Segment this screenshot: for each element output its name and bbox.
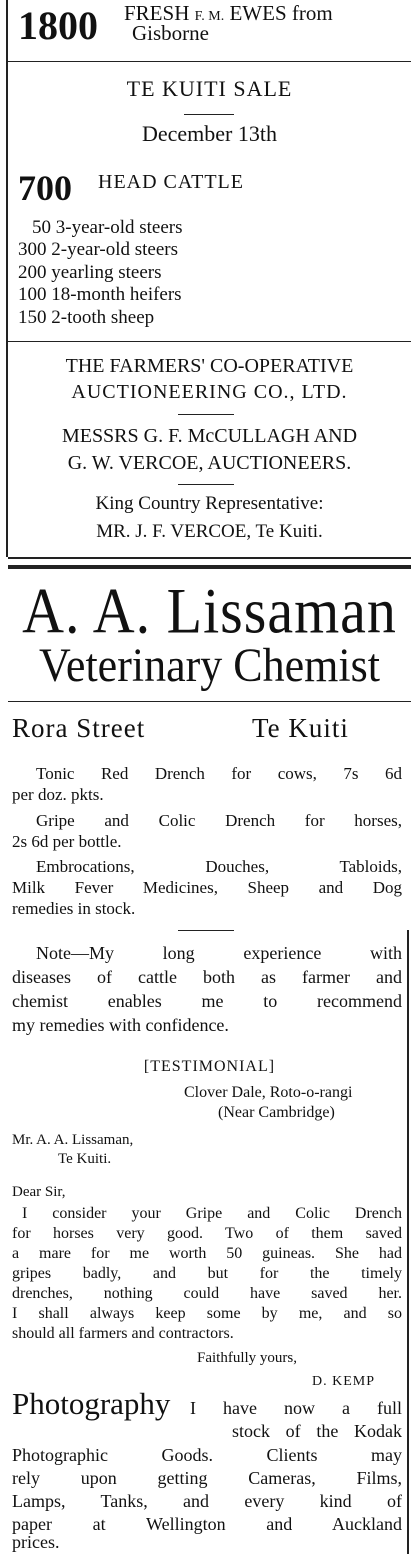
short-rule xyxy=(178,930,234,931)
note-line: Note—My long experience with xyxy=(36,943,402,963)
stock-item: 50 3-year-old steers xyxy=(32,217,183,238)
product-line: per doz. pkts. xyxy=(12,785,104,804)
divider xyxy=(8,61,411,62)
advertisement-separator xyxy=(8,565,411,569)
letter-line: I consider your Gripe and Colic Drench xyxy=(22,1205,402,1222)
letter-line: gripes badly, and but for the timely xyxy=(12,1265,402,1282)
letter-line: I shall always keep some by me, and so xyxy=(12,1305,402,1322)
divider xyxy=(8,341,411,342)
letter-addressee: Mr. A. A. Lissaman, xyxy=(12,1132,134,1148)
letter-line: for horses very good. Two of them saved xyxy=(12,1225,402,1242)
product-line: Milk Fever Medicines, Sheep and Dog xyxy=(12,878,402,897)
advertisement-separator xyxy=(8,557,411,559)
company-name: THE FARMERS' CO-OPERATIVE xyxy=(65,355,354,377)
sale-date: December 13th xyxy=(142,121,277,146)
letter-line: drenches, nothing could have saved her. xyxy=(12,1285,402,1302)
auctioneers: MESSRS G. F. McCULLAGH AND xyxy=(61,425,358,447)
testimonial-place: Clover Dale, Roto-o-rangi xyxy=(184,1084,353,1101)
street-address: Rora Street xyxy=(12,713,146,743)
product-line: Embrocations, Douches, Tabloids, xyxy=(36,857,402,876)
photography-line: Lamps, Tanks, and every kind of xyxy=(12,1491,402,1511)
photography-line: stock of the Kodak xyxy=(232,1421,402,1441)
stock-item: 150 2-tooth sheep xyxy=(18,307,155,328)
letter-line: should all farmers and contractors. xyxy=(12,1325,234,1342)
photography-line: Photographic Goods. Clients may xyxy=(12,1445,402,1465)
town: Te Kuiti xyxy=(252,713,349,743)
photography-line: rely upon getting Cameras, Films, xyxy=(12,1468,402,1488)
short-rule xyxy=(184,114,234,115)
note-line: diseases of cattle both as farmer and xyxy=(12,967,402,987)
photography-heading: Photography xyxy=(12,1386,171,1421)
representative-name: MR. J. F. VERCOE, Te Kuiti. xyxy=(96,521,323,542)
product-line: Tonic Red Drench for cows, 7s 6d xyxy=(36,764,402,783)
business-name: A. A. Lissaman xyxy=(22,574,397,648)
short-rule xyxy=(178,414,234,415)
testimonial-heading: [TESTIMONIAL] xyxy=(143,1058,276,1075)
sale-title: TE KUITI SALE xyxy=(126,76,293,101)
photography-line: prices. xyxy=(12,1532,60,1552)
letter-signature: D. KEMP xyxy=(312,1374,376,1389)
ewes-number: 1800 xyxy=(18,3,98,48)
product-line: Gripe and Colic Drench for horses, xyxy=(36,811,402,830)
divider xyxy=(8,701,411,702)
photography-line: I have now a full xyxy=(190,1398,402,1418)
business-title: Veterinary Chemist xyxy=(39,639,380,692)
note-line: my remedies with confidence. xyxy=(12,1015,229,1035)
auctioneers-cont: G. W. VERCOE, AUCTIONEERS. xyxy=(67,452,352,474)
letter-line: a mare for me worth 50 guineas. She had xyxy=(12,1245,402,1262)
product-line: remedies in stock. xyxy=(12,899,136,918)
right-column-rule xyxy=(407,930,409,1554)
company-name-cont: AUCTIONEERING CO., LTD. xyxy=(71,381,348,403)
stock-item: 300 2-year-old steers xyxy=(18,239,179,260)
ewes-word: EWES xyxy=(229,1,287,25)
fresh-word: FRESH xyxy=(124,1,190,25)
cattle-number: 700 xyxy=(18,168,72,208)
from-word: from xyxy=(291,1,333,25)
letter-salutation: Dear Sir, xyxy=(12,1184,66,1200)
photography-line: paper at Wellington and Auckland xyxy=(12,1514,402,1534)
short-rule xyxy=(178,484,234,485)
cattle-label: HEAD CATTLE xyxy=(98,171,244,193)
letter-closing: Faithfully yours, xyxy=(197,1350,297,1366)
representative: King Country Representative: xyxy=(95,493,324,514)
letter-addressee-town: Te Kuiti. xyxy=(58,1151,112,1167)
stock-item: 200 yearling steers xyxy=(18,262,162,283)
testimonial-place-note: (Near Cambridge) xyxy=(218,1104,335,1121)
stock-item: 100 18-month heifers xyxy=(18,284,182,305)
product-line: 2s 6d per bottle. xyxy=(12,832,122,851)
ewes-initials: F. M. xyxy=(194,9,225,24)
ewes-origin: Gisborne xyxy=(132,21,209,45)
note-line: chemist enables me to recommend xyxy=(12,991,402,1011)
